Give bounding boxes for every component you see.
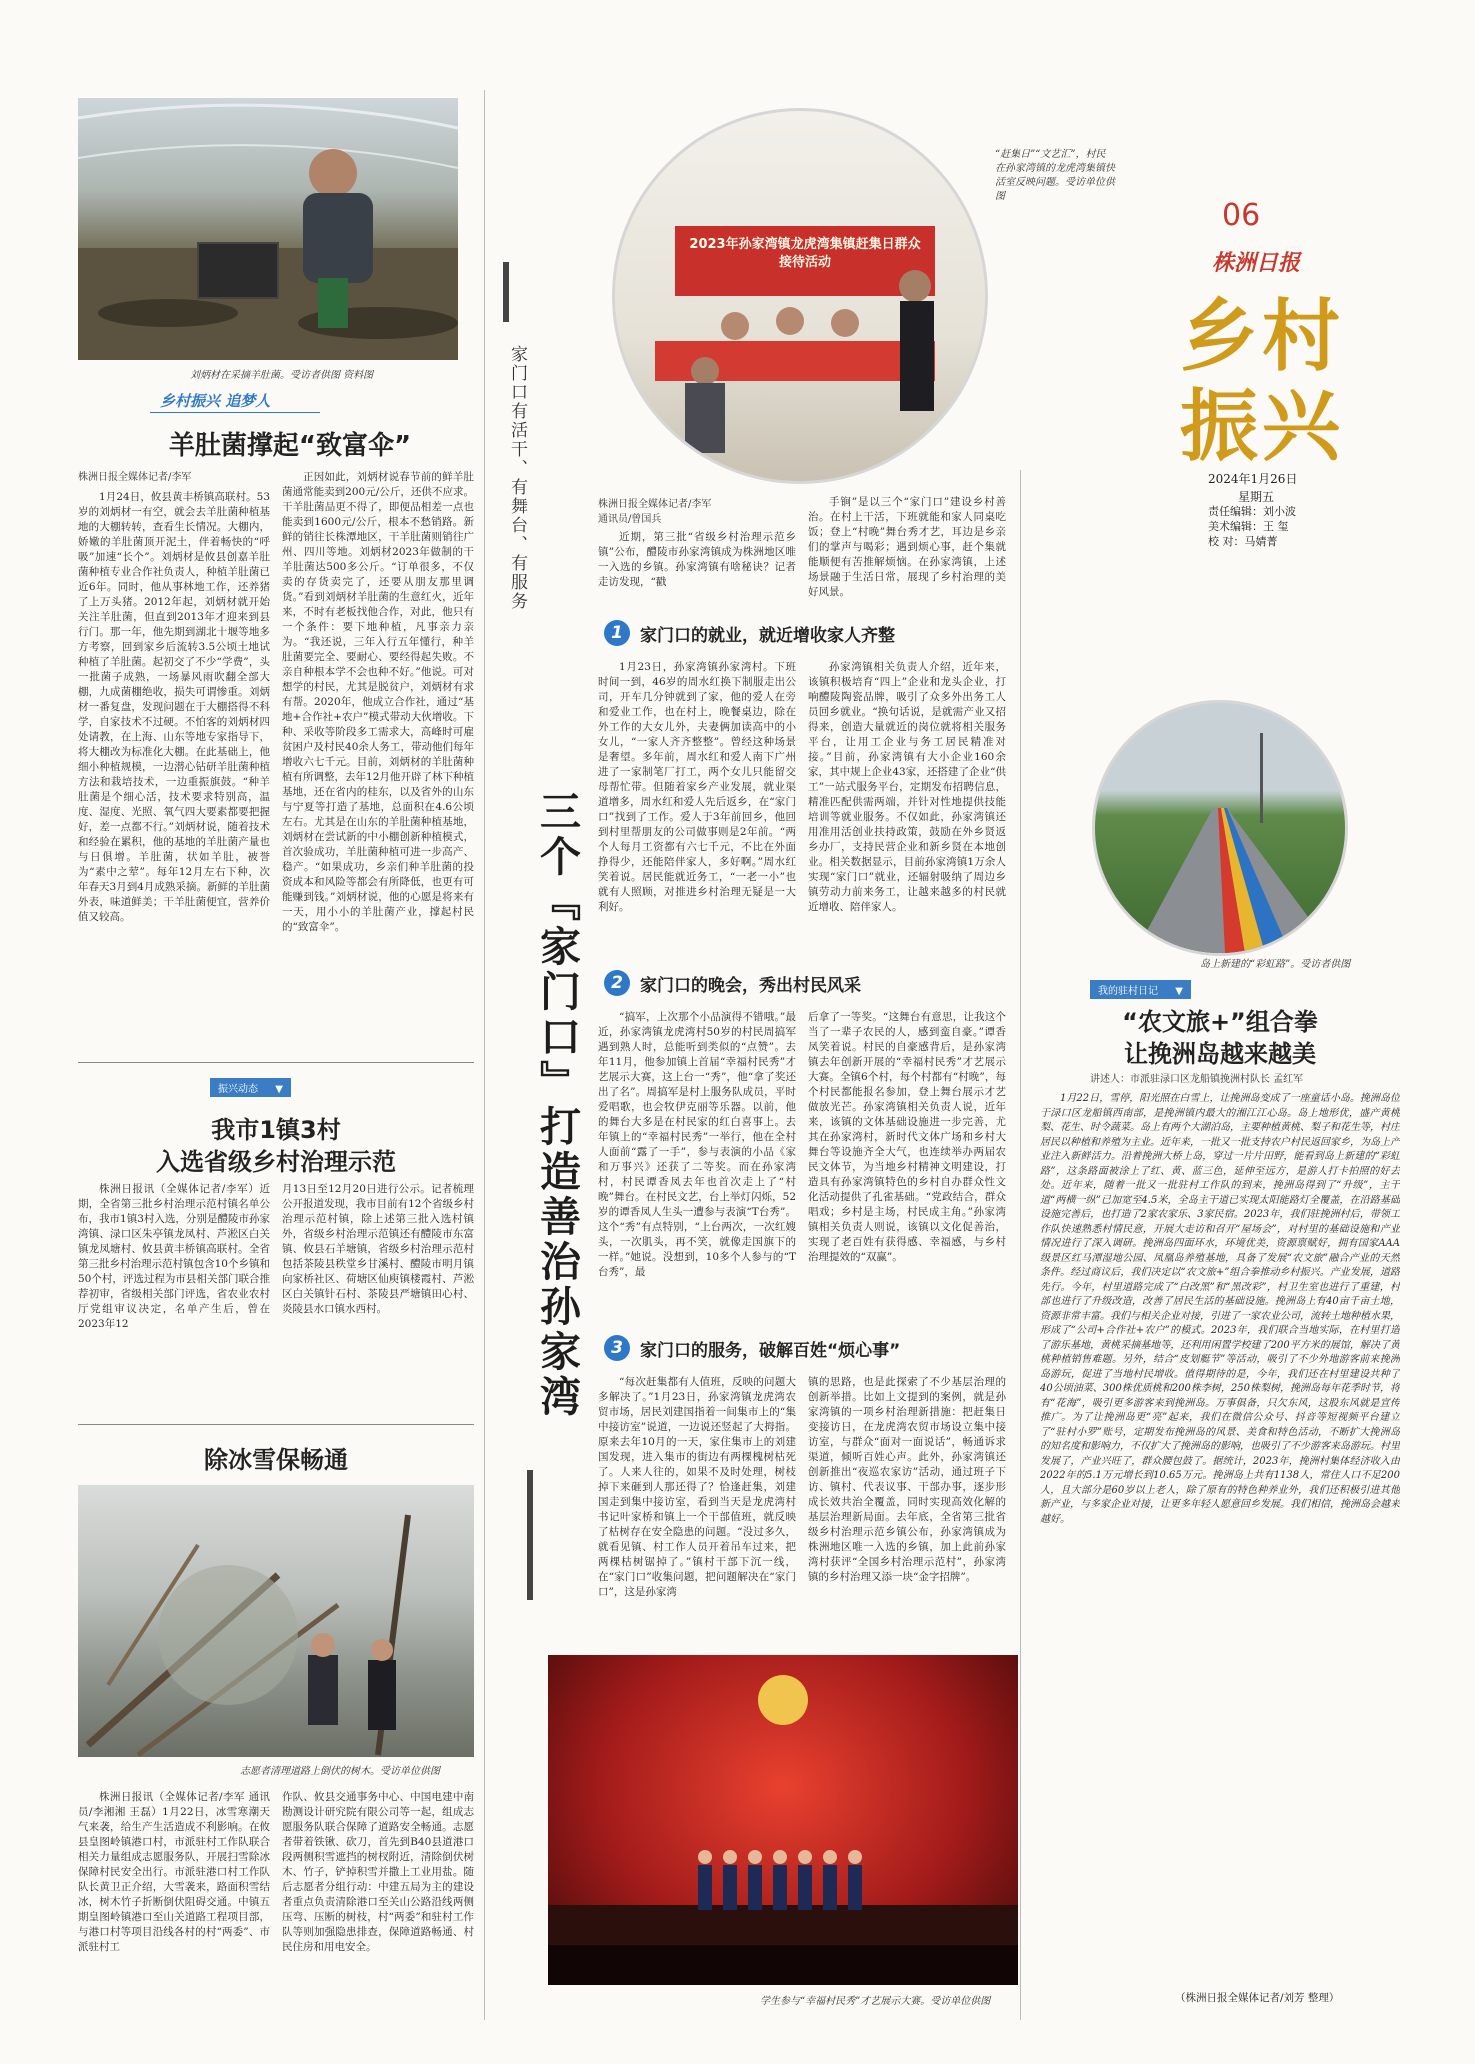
story5-title-line1: “农文旅+”组合拳 bbox=[1122, 1008, 1318, 1036]
left-section-divider-2 bbox=[78, 1424, 474, 1425]
section2-col1-text: “搞军，上次那个小品演得不错哦。”最近，孙家湾镇龙虎湾村50岁的村民周搞军遇到熟人时，总能听到类似的“点赞”。去年11月，他参加镇上首届“幸福村民秀”才艺展示大赛，这上台一“秀”，他“拿了奖还出了名”。周搞军是村上服务队成员，平时爱唱歌，也会牧伊克丽等乐器。以前，他的舞台大多是在村民家的红白喜事上。去年镇上的“幸福村民秀”一举行，他在全村人面前“露了一手”，参与表演的小品《家和万事兴》还获了二等奖。而在孙家湾村，村民谭香凤去年也首次走上了“村晚”舞台。在村民文艺，台上举灯闪烁，52岁的谭香凤人生头一遭参与表演“T台秀”。这个“秀”有点特别，“上台两次，一次红嫂头，一次肌头，再不笑，就像走国旗下的一样。”她说。没想到，10多个人参与的“T台秀”，最 bbox=[598, 1011, 796, 1278]
reception-photo-caption: “赶集日”“文艺汇”，村民在孙家湾镇的龙虎湾集镇快活室反映问题。受访单位供图 bbox=[995, 149, 1115, 202]
left-column-vertical-divider bbox=[484, 90, 485, 2020]
section1-col2 bbox=[808, 660, 1006, 960]
story2-col2-text: 月13日至12月20日进行公示。记者梳理公开报道发现，我市目前有12个省级乡村治理示范村镇，除上述第三批入选村镇外，省级乡村治理示范镇还有醴陵市东富镇、攸县石羊塘镇，省级乡村治理示范村包括茶陵县秩堂乡甘溪村、醴陵市明月镇向家桥社区、荷塘区仙庾镇楼霞村、芦淞区白关镇针石村、茶陵县严塘镇田心村、炎陵县水口镇水西村。 bbox=[282, 1183, 474, 1315]
fallen-trees-graphic bbox=[78, 1485, 474, 1757]
section1-heading bbox=[604, 620, 895, 646]
story1-col1-text: 1月24日，攸县黄丰桥镇高联村。53岁的刘炳材一有空，就会去羊肚菌种植基地的大棚转转，查看生长情况。大棚内，娇嫩的羊肚菌顶开泥土，伴着畅快的“呼吸”加速“长个”。刘炳材是攸县创嘉羊肚菌种植专业合作社负责人，种植羊肚菌已近6年。同时，他从事林地工作，还养猪了上万头猪。2012年起，刘炳材就开始关注羊肚菌，但直到2013年才迎来到县行门。那一年，他先期到湖北十堰等地多方考察，回到家乡后流转3.5公顷土地试种植了羊肚菌。起初交了不少“学费”，头一批菌子成熟，一场暴风雨吹翻全部大棚，九成菌棚绝收，损失可谓惨重。刘炳材一番复盘，发现问题在于大棚搭得不科学，自家技术不过硬。不怕客的刘炳材四处请教，在上海、山东等地专家指导下，将大棚改为标准化大棚。在此基础上，他细小种植规模，一边潜心钻研羊肚菌种植方法和栽培技术，一边重振旗鼓。“种羊肚菌是个细心活，技术要求特别高，温度、湿度、光照、氧气四大要素都要把握好，差一点都不行。”刘炳材说，随着技术和经验在累积，他的基地的羊肚菌产量也与日俱增。羊肚菌，状如羊肚，被誉为“素中之荤”。每年12月左右下种，次年春天3月到4月成熟采摘。新鲜的羊肚菌外表，味道鲜美；干羊肚菌便宜，营养价值又较高。 bbox=[78, 491, 270, 923]
greenhouse-scene-graphic bbox=[78, 98, 458, 360]
story2-col2 bbox=[282, 1182, 474, 1410]
story2-col1 bbox=[78, 1182, 270, 1410]
editor-line-1: 责任编辑：刘小波 bbox=[1208, 505, 1296, 518]
section2-col2-text: 后拿了一等奖。“这舞台有意思，让我这个当了一辈子农民的人，感到蛮自豪。”谭香凤笑着说。村民的自豪感背后，是孙家湾镇去年创新开展的“幸福村民秀”才艺展示大赛。全镇6个村，每个村都有“村晚”，每个村民都能报名参加，登上舞台展示才艺做放光芒。孙家湾镇相关负责人说，近年来，该镇的文体基础设施进一步完善，尤其在孙家湾村，新时代文体广场和乡村大舞台等设施齐全大气，也连续举办两届农民文体节，为当地乡村精神文明建设，打造具有孙家湾镇特色的乡村自办群众性文化活动提供了孔雀基础。“党政结合，群众唱戏；乡村是主场，村民成主角。”孙家湾镇相关负责人则说，该镇以文化促善治，实现了老百姓有获得感、幸福感，与乡村治理提效的“双赢”。 bbox=[808, 1011, 1006, 1263]
village-diary-tag bbox=[1090, 980, 1191, 999]
reception-circle-photo bbox=[612, 108, 988, 484]
section3-col1-text: “每次赶集都有人值班，反映的问题大多解决了。”1月23日，孙家湾镇龙虎湾农贸市场，居民刘建国指着一间集市上的“集中接访室”说道，一边说还竖起了大拇指。原来去年10月的一天，家住集市上的刘建国发现，进入集市的街边有两棵槐树枯死了。人来人往的，如果不及时处理，树枝掉下来砸到人那还得了？恰逢赶集，刘建国走到集中接访室，看到当天是龙虎湾村书记叶家桥和镇上一个干部值班，就反映了枯树存在安全隐患的问题。“没过多久，就看见镇、村工作人员开着吊车过来，把两棵枯树锯掉了。”镇村干部下沉一线，在“家门口”收集问题，把问题解决在“家门口”，这是孙家湾 bbox=[598, 1376, 796, 1598]
story5-title-line2: 让挽洲岛越来越美 bbox=[1124, 1040, 1316, 1068]
main-intro-col2-text: 手锏”是以三个“家门口”建设乡村善治。在村上干活，下班就能和家人同桌吃饭；登上“村晚”舞台秀才艺，耳边是乡亲们的掌声与喝彩；遇到烦心事，赶个集就能顺便有苦推解烦恼。在孙家湾镇，上述场景融于生活日常，展现了乡村治理的美好风景。 bbox=[808, 496, 1006, 598]
main-byline-correspondent: 通讯员/曾国兵 bbox=[598, 514, 662, 525]
snow-photo-caption: 志愿者清理道路上倒伏的树木。受访单位供图 bbox=[240, 1766, 440, 1777]
story2-title-line1: 我市1镇3村 bbox=[211, 1116, 341, 1144]
column-tag-text: 乡村振兴 追梦人 bbox=[160, 392, 271, 410]
mushroom-photo-caption: 刘炳材在采摘羊肚菌。受访者供图 资料图 bbox=[190, 370, 374, 381]
column-tag-underline bbox=[150, 412, 320, 413]
section2-col1 bbox=[598, 1010, 796, 1325]
story1-col1 bbox=[78, 490, 270, 1040]
main-story-vertical-subtitle: 家门口有活干、有舞台、有服务 bbox=[507, 345, 527, 611]
news-update-tag-text: 振兴动态 bbox=[218, 1084, 258, 1095]
section1-number: 1 bbox=[604, 620, 630, 646]
story1-title: 羊肚菌撑起“致富伞” bbox=[168, 431, 412, 461]
story1-byline: 株洲日报全媒体记者/李军 bbox=[78, 472, 192, 483]
main-intro-col2 bbox=[808, 495, 1006, 610]
section3-col1 bbox=[598, 1375, 796, 1645]
section-calligraphy-title: 乡村振兴 bbox=[1180, 291, 1345, 472]
reception-scene-graphic bbox=[615, 111, 985, 481]
rainbow-road-circle-photo bbox=[1092, 700, 1348, 956]
paper-name-logo: 株洲日报 bbox=[1212, 250, 1301, 276]
story2-col1-text: 株洲日报讯（全媒体记者/李军）近期，全省第三批乡村治理示范村镇名单公布，我市1镇3村入选，分别是醴陵市孙家湾镇、渌口区朱亭镇龙凤村、芦淞区白关镇龙凤塘村、攸县黄丰桥镇高联村。全省第三批乡村治理示范村镇包含10个乡镇和50个村，评选过程为市县相关部门联合推荐初审，省级相关部门评选，省农业农村厅党组审议决定，名单产生后，曾在2023年12 bbox=[78, 1183, 270, 1330]
section3-col2-text: 镇的思路，也是此探索了不少基层治理的创新举措。比如上文提到的案例，就是孙家湾镇的一项乡村治理新措施：把赶集日变接访日，在龙虎湾农贸市场设立集中接访室，与群众“面对一面说话”，畅通诉求渠道，倾听百姓心声。此外，孙家湾镇还创新推出“夜巡农家访”活动，通过班子下访、镇村、代表议事、干部办事，逐步形成长效共治全覆盖，同时实现高效化解的基层治理新局面。去年底，全省第三批省级乡村治理示范乡镇公布，孙家湾镇成为株洲地区唯一入选的乡镇，加上此前孙家湾村获评“全国乡村治理示范村”，孙家湾镇的乡村治理又添一块“金字招牌”。 bbox=[808, 1376, 1006, 1583]
right-column-vertical-divider bbox=[1020, 470, 1021, 2020]
issue-weekday: 星期五 bbox=[1238, 490, 1275, 504]
stage-photo-caption: 学生参与“幸福村民秀”才艺展示大赛。受访单位供图 bbox=[760, 1996, 991, 2007]
story5-byline: 讲述人：市派驻渌口区龙船镇挽洲村队长 孟红军 bbox=[1090, 1074, 1304, 1085]
story3-col1-text: 株洲日报讯（全媒体记者/李军 通讯员/李湘湘 王磊）1月22日，冰雪寒潮天气来袭，给生产生活造成不利影响。在攸县皇图岭镇港口村，市派驻村工作队联合相关力量组成志愿服务队，开展扫雪除冰保障村民安全出行。市派驻港口村工作队队长黄卫正介绍，大雪袭来，路面积雪结冰，树木竹子折断倒伏阻碍交通。中镇五期皇图岭镇港口至山关道路工程项目部，与港口村等项目沿线各村的村“两委”、市派驻村工 bbox=[78, 1791, 270, 1953]
chevron-down-icon: ▼ bbox=[1175, 986, 1183, 997]
reception-banner-text: 2023年孙家湾镇龙虎湾集镇赶集日群众接待活动 bbox=[689, 237, 921, 270]
main-intro-col1-text: 近期，第三批“省级乡村治理示范乡镇”公布，醴陵市孙家湾镇成为株洲地区唯一入选的乡镇。孙家湾镇有啥秘诀？记者走访发现，“戳 bbox=[598, 531, 796, 588]
story5-body bbox=[1040, 1092, 1400, 1972]
story5-credit: （株洲日报全媒体记者/刘芳 整理） bbox=[1175, 1992, 1340, 2004]
section2-number: 2 bbox=[604, 970, 630, 996]
section3-number: 3 bbox=[604, 1335, 630, 1361]
section2-title: 家门口的晚会，秀出村民风采 bbox=[640, 975, 861, 996]
vertical-title-bottom-bar bbox=[527, 1470, 533, 1600]
section3-heading bbox=[604, 1335, 900, 1361]
section1-title: 家门口的就业，就近增收家人齐整 bbox=[640, 625, 895, 646]
story2-title-line2: 入选省级乡村治理示范 bbox=[156, 1148, 396, 1176]
main-intro-col1 bbox=[598, 530, 796, 610]
story1-col2 bbox=[282, 470, 474, 1040]
story3-col2-text: 作队、攸县交通事务中心、中国电建中南勘测设计研究院有限公司等一起，组成志愿服务队联合保障了道路安全畅通。志愿者带着铁锹、砍刀，首先到B40县道港口段两侧积雪遮挡的树杈附近，清除倒伏树木、竹子，铲掉积雪并撒上工业用盐。随后志愿者分组行动：中建五局为主的建设者重点负责清除港口至关山公路沿线两侧压弯、压断的树枝，村“两委”和驻村工作队等则加强隐患排查，保障道路畅通、村民住房和用电安全。 bbox=[282, 1791, 474, 1953]
rainbow-road-caption: 岛上新建的“彩虹路”。受访者供图 bbox=[1200, 959, 1351, 970]
rainbow-road-graphic bbox=[1095, 703, 1345, 953]
section2-col2 bbox=[808, 1010, 1006, 1325]
editor-line-3: 校 对：马婧菁 bbox=[1208, 535, 1278, 548]
main-story-vertical-title: 三个『家门口』打造善治孙家湾 bbox=[533, 790, 581, 1420]
section2-heading bbox=[604, 970, 861, 996]
section1-col2-text: 孙家湾镇相关负责人介绍，近年来，该镇积极培育“四上”企业和龙头企业，打响醴陵陶瓷品牌，吸引了众多外出务工人员回乡就业。“换句话说，是就需产业又招得来，创造大量就近的岗位就将相关服务平台，让用工企业与务工居民精准对接。”目前，孙家湾镇有大小企业160余家，其中规上企业43家，还搭建了企业“供工”一站式服务平台，定期发布招聘信息，精准匹配供需两端，并针对性地提供技能培训等就业服务。不仅如此，孙家湾镇还用准用活创业扶持政策，鼓励在外乡贤返乡办厂，支持民营企业和新乡贤在本地创业。相关数据显示，目前孙家湾镇1万余人实现“家门口”就业，还辐射吸纳了周边乡镇劳动力前来务工，让越来越多的村民就近增收、陪伴家人。 bbox=[808, 661, 1006, 913]
story5-body-text: 1月22日，雪停，阳光照在白雪上，让挽洲岛变成了一座童话小岛。挽洲岛位于渌口区龙船镇西南部，是挽洲镇内最大的湘江江心岛。岛上地形优，盛产黄桃梨、花生、时令蔬菜。岛上有两个大湖泊岛，主要种植黄桃、梨子和花生等，村庄居民以种植和养殖为主业。近年来，一批又一批支持农户村民返回家乡，为岛上产业注入新鲜活力。沿着挽洲大桥上岛，穿过一片片田野，能看到岛上新建的“彩虹路”，这条路面被涂上了红、黄、蓝三色，延伸至远方，是游人打卡拍照的好去处。近年来，随着一批又一批驻村工作队的到来，挽洲岛得到了“升级”，主干道“两横一纵”已加宽至4.5米，全岛主干道已实现太阳能路灯全覆盖，在沿路基础设施完善后，也打造了2家农家乐、3家民宿。2023年，我们驻挽洲村后，带领工作队快速熟悉村情民意，开展大走访和召开“屋场会”，对村里的基础设施和产业情况进行了深入调研。挽洲岛四面环水，环境优美，资源禀赋好，拥有国家AAA级景区红马潭湿地公园、凤凰岛养殖基地，具备了发展“农文旅”融合产业的天然条件。经过商议后，我们决定以“农文旅+”组合拳推动乡村振兴。产业发展，道路先行。今年，村里道路完成了“白改黑”和“黑改彩”，村卫生室也进行了重建，村部也进行了升级改造，改善了居民生活的基础设施。挽洲岛上有40亩千亩土地，资源非常丰富。我们与相关企业对接，引进了一家农业公司，流转土地种植水果，形成了“公司+合作社+农户”的模式。2023年，我们联合当地实际，在村里打造了游乐基地，黄桃采摘基地等，还利用闲置学校建了200平方米的展馆，解决了黄桃种植销售难题。另外，结合“皮划艇节”等活动，吸引了不少外地游客前来挽洲岛游玩，促进了当地村民增收。值得期待的是，今年，我们还在村里建设共种了40公顷油菜、300株优质桃和200株李树，250株梨树，挽洲岛每年花季时节，将有“花海”，吸引更多游客来到挽洲岛。万事俱备，只欠东风，这股东风就是宣传推广。为了让挽洲岛更“亮”起来，我们在微信公众号、抖音等短视频平台建立了“驻村小罗”账号，定期发布挽洲岛的风景、美食和特色活动，不断扩大挽洲岛的知名度和影响力，不仅扩大了挽洲岛的影响，也吸引了不少游客来岛游玩。村里发展了，产业兴旺了，群众腰包鼓了。据统计，2023年，挽洲村集体经济收入由2022年的5.1万元增长到10.65万元。挽洲岛上共有1138人，常住人口不足200人，且大部分是60岁以上老人，除了原有的特色种养业外，我们还积极引进其他新产业，与多家企业对接，让更多年轻人愿意回乡发展。我们相信，挽洲岛会越来越好。 bbox=[1040, 1093, 1400, 1525]
section3-title: 家门口的服务，破解百姓“烦心事” bbox=[640, 1340, 901, 1361]
stage-performance-photo bbox=[548, 1655, 1018, 1985]
editor-line-2: 美术编辑：王 玺 bbox=[1208, 520, 1289, 533]
story1-col2-text: 正因如此，刘炳材说春节前的鲜羊肚菌通常能卖到200元/公斤，还供不应求。干羊肚菌品更不得了，即便品相差一点也能卖到1600元/公斤，根本不愁销路。新鲜的销往长株潭地区，干羊肚菌则销往广州、四川等地。刘炳材2023年做制的干羊肚菌达500多公斤。“订单很多，不仅卖的存货卖完了，还要从朋友那里调货。”看到刘炳材羊肚菌的生意红火，近年来，不时有老板找他合作，对此，他只有一个条件：要下地种植，凡事亲力亲为。“我还说，三年入行五年懂行，种羊肚菌要完全、要耐心、要经得起失败。不亲自种根本学不会也种不好。”他说。可对想学的村民，尤其是脱贫户，刘炳材有求有帮。2020年，他成立合作社，通过“基地+合作社+农户”模式带动大伙增收。下种、采收等阶段多工需求大，高峰时可雇贫困户及村民40余人务工，带动他们每年增收六七千元。目前，刘炳材的羊肚菌种植有所调整，去年12月他开辟了林下种植基地，还在省内的桂东，以及省外的山东与宁夏等打造了基地，总面积在4.6公顷左右。尤其是在山东的羊肚菌种植基地，刘炳材在尝试新的中小棚创新种植模式，首次验成功，羊肚菌种植可进一步高产、稳产。“如果成功，乡亲们种羊肚菌的投资成本和风险等都会有所降低，也更有可能赚到钱。”刘炳材说，他的心愿是将来有一天，用小小的羊肚菌产业，撑起村民的“致富伞”。 bbox=[282, 471, 474, 933]
story3-col2 bbox=[282, 1790, 474, 2015]
page-number: 06 bbox=[1222, 198, 1261, 233]
left-section-divider bbox=[78, 1062, 474, 1063]
story3-col1 bbox=[78, 1790, 270, 2015]
main-byline-reporter: 株洲日报全媒体记者/李军 bbox=[598, 499, 712, 510]
stage-scene-graphic bbox=[548, 1655, 1018, 1985]
snow-clearing-photo bbox=[78, 1485, 474, 1757]
section3-col2 bbox=[808, 1375, 1006, 1645]
column-tag-dreamchaser bbox=[160, 390, 270, 411]
story3-title: 除冰雪保畅通 bbox=[204, 1446, 348, 1474]
section1-col1 bbox=[598, 660, 796, 960]
editor-list bbox=[1208, 504, 1296, 549]
chevron-down-icon: ▼ bbox=[275, 1084, 283, 1095]
issue-date: 2024年1月26日 bbox=[1208, 472, 1298, 486]
vertical-title-top-bar bbox=[503, 262, 509, 322]
mushroom-farmer-photo bbox=[78, 98, 458, 360]
news-update-tag bbox=[210, 1078, 291, 1097]
village-diary-tag-text: 我的驻村日记 bbox=[1098, 986, 1158, 997]
section1-col1-text: 1月23日，孙家湾镇孙家湾村。下班时间一到，46岁的周水红换下制服走出公司，开车几分钟就到了家，他的爱人在旁和爱业工作，也在村上，晚餐桌边，除在外工作的大女儿外，夫妻俩加读高中的小女儿，“一家人齐齐整整”。曾经这种场景是奢望。多年前，周水红和爱人南下广州进了一家制笔厂打工，两个女儿只能留交母帮忙带。但随着家乡产业发展，就业渠道增多，周水红和爱人先后返乡，在“家门口”找到了工作。爱人于3年前回乡，他回到村里帮朋友的公司做事则是2年前。“两个人每月工资都有六七千元，不比在外面挣得少，还能陪伴家人，多好啊。”周水红笑着说。居民能就近务工，“一老一小”也就有人照顾，对推进乡村治理无疑是一大利好。 bbox=[598, 661, 796, 913]
